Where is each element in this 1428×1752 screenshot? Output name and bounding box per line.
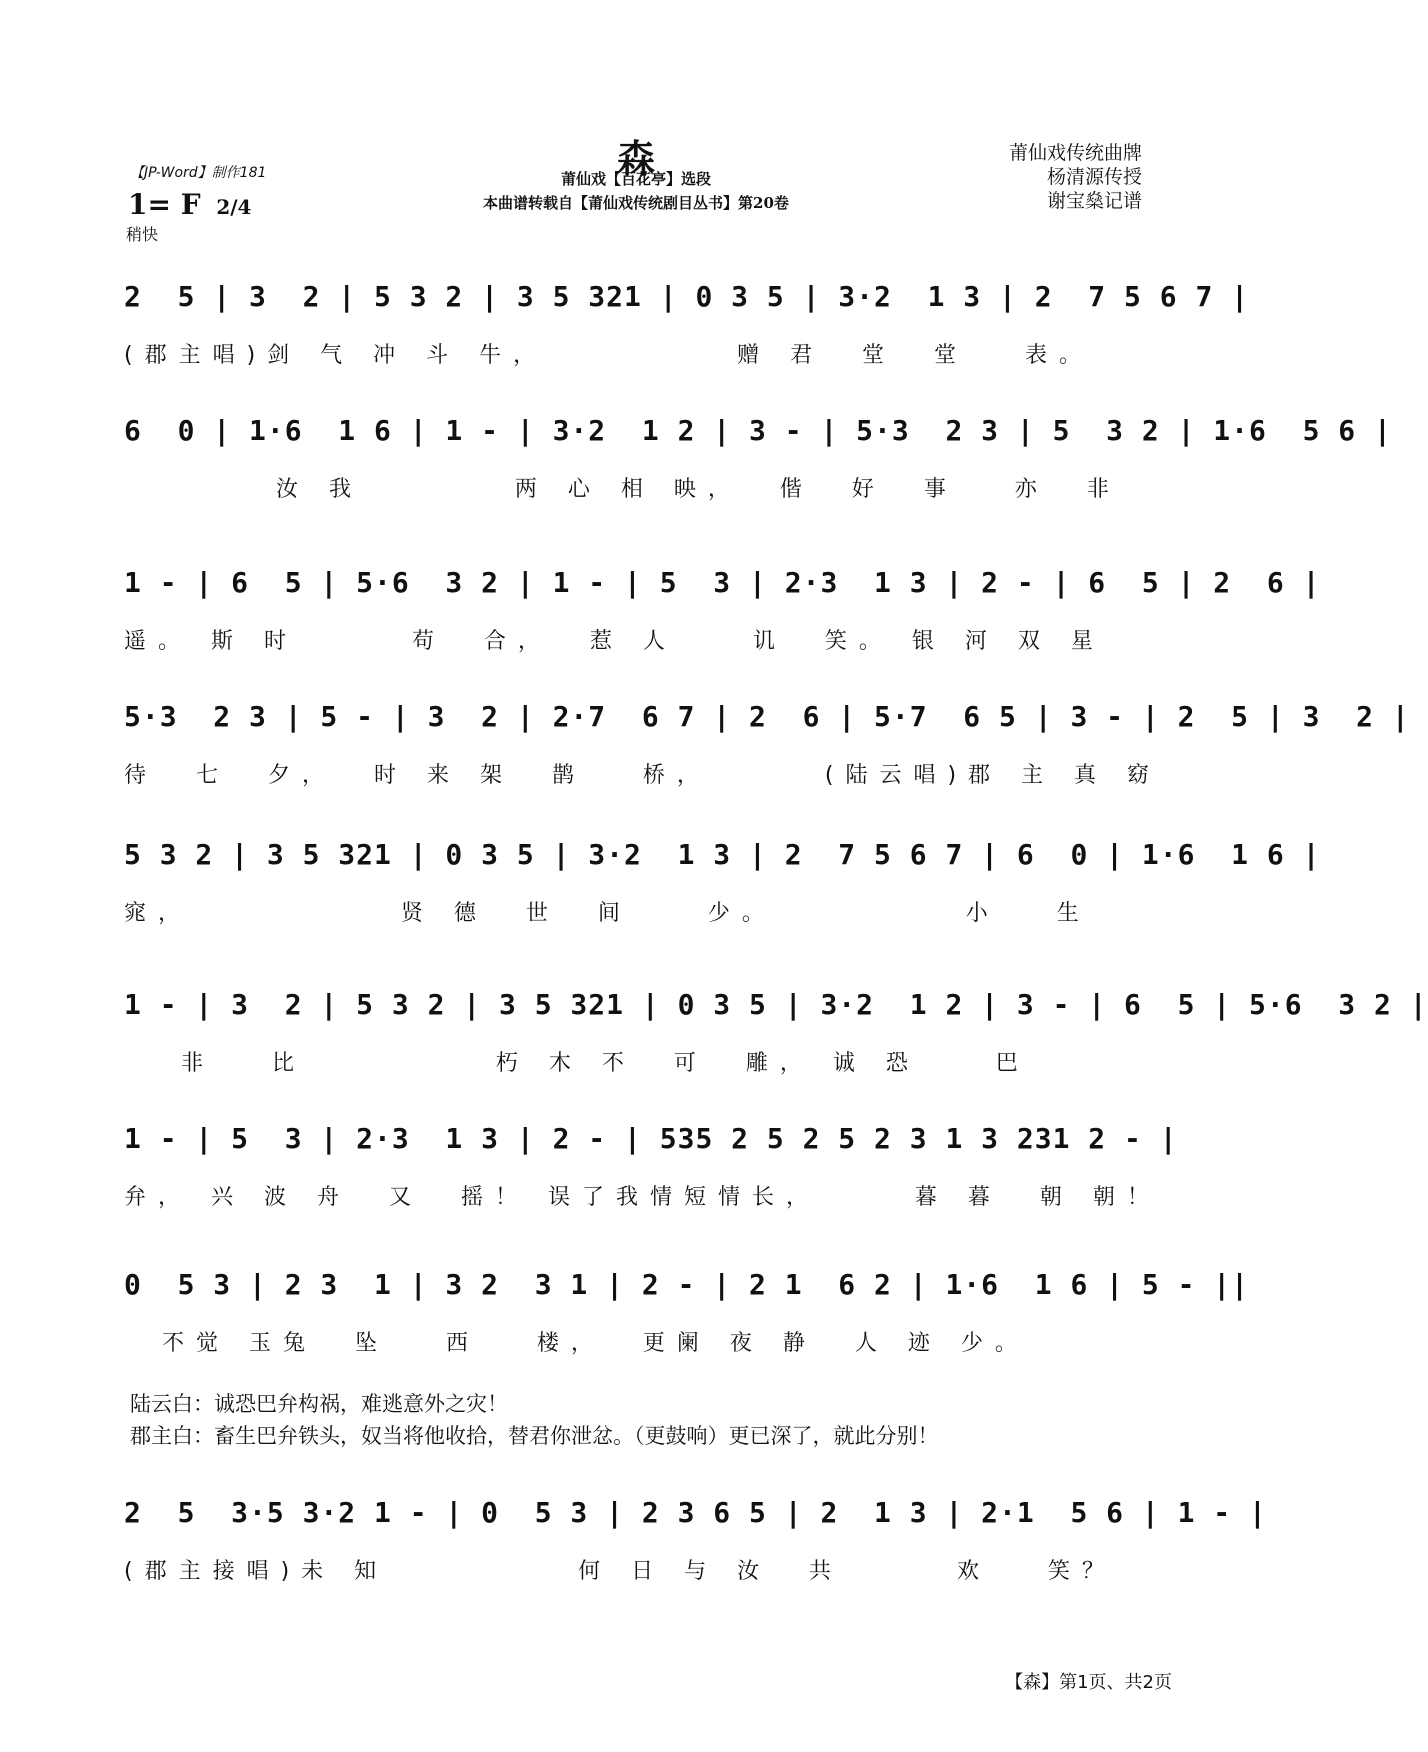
page-footer: 【森】第1页、共2页	[1005, 1672, 1172, 1693]
lyric-line: (郡主唱)剑 气 冲 斗 牛， 赠 君 堂 堂 表。	[124, 343, 1094, 368]
score-line: 0 5 3 | 2 3 1 | 3 2 3 1 | 2 - | 2 1 6 2 | 1·6 1 6 | 5 - ||	[124, 1268, 1250, 1301]
lyric-line: 非 比 朽 木 不 可 雕， 诚 恐 巴	[124, 1051, 1030, 1076]
lyric-line: 汝 我 两 心 相 映， 偕 好 事 亦 非	[124, 477, 1121, 502]
lyric-line: 窕， 贤 德 世 间 少。 小 生	[124, 901, 1091, 926]
tempo-mark: 稍快	[126, 225, 159, 244]
score-line: 6 0 | 1·6 1 6 | 1 - | 3·2 1 2 | 3 - | 5·3 2 3 | 5 3 2 | 1·6 5 6 |	[124, 414, 1392, 447]
page-title: 森	[616, 136, 655, 181]
credit-line: 杨清源传授	[1046, 166, 1142, 188]
maker-note: 【JP-Word】制作181	[130, 165, 267, 181]
score-line: 1 - | 3 2 | 5 3 2 | 3 5 321 | 0 3 5 | 3·2 1 2 | 3 - | 6 5 | 5·6 3 2 |	[124, 988, 1428, 1021]
score-line: 5·3 2 3 | 5 - | 3 2 | 2·7 6 7 | 2 6 | 5·7 6 5 | 3 - | 2 5 | 3 2 |	[124, 700, 1410, 733]
score-line: 2 5 3·5 3·2 1 - | 0 5 3 | 2 3 6 5 | 2 1 3 | 2·1 5 6 | 1 - |	[124, 1496, 1267, 1529]
credit-line: 谢宝燊记谱	[1046, 190, 1142, 212]
score-line: 1 - | 5 3 | 2·3 1 3 | 2 - | 535 2 5 2 5 2 3 1 3 231 2 - |	[124, 1122, 1178, 1155]
credit-line: 莆仙戏传统曲牌	[1008, 142, 1142, 164]
lyric-line: 不觉 玉兔 坠 西 楼， 更阑 夜 静 人 迹 少。	[124, 1331, 1029, 1356]
subtitle: 莆仙戏【百花亭】选段	[560, 170, 711, 188]
lyric-line: (郡主接唱)未 知 何 日 与 汝 共 欢 笑？	[124, 1559, 1116, 1584]
source-note: 本曲谱转载自【莆仙戏传统剧目丛书】第20卷	[483, 194, 789, 212]
key-signature: 1= F 2/4	[128, 188, 252, 221]
score-line: 5 3 2 | 3 5 321 | 0 3 5 | 3·2 1 3 | 2 7 5 6 7 | 6 0 | 1·6 1 6 |	[124, 838, 1321, 871]
lyric-line: 待 七 夕， 时 来 架 鹊 桥， (陆云唱)郡 主 真 窈	[124, 763, 1162, 788]
lyric-line: 遥。 斯 时 苟 合， 惹 人 讥 笑。 银 河 双 星	[124, 629, 1105, 654]
score-line: 1 - | 6 5 | 5·6 3 2 | 1 - | 5 3 | 2·3 1 3 | 2 - | 6 5 | 2 6 |	[124, 566, 1321, 599]
dialogue-line: 郡主白：畜生巴弁铁头，奴当将他收拾，替君你泄忿。（更鼓响）更已深了，就此分别！	[130, 1424, 939, 1448]
score-line: 2 5 | 3 2 | 5 3 2 | 3 5 321 | 0 3 5 | 3·2 1 3 | 2 7 5 6 7 |	[124, 280, 1250, 313]
lyric-line: 弁， 兴 波 舟 又 摇！ 误了我情短情长， 暮 暮 朝 朝！	[124, 1185, 1161, 1210]
dialogue-line: 陆云白：诚恐巴弁构祸，难逃意外之灾！	[130, 1392, 508, 1416]
